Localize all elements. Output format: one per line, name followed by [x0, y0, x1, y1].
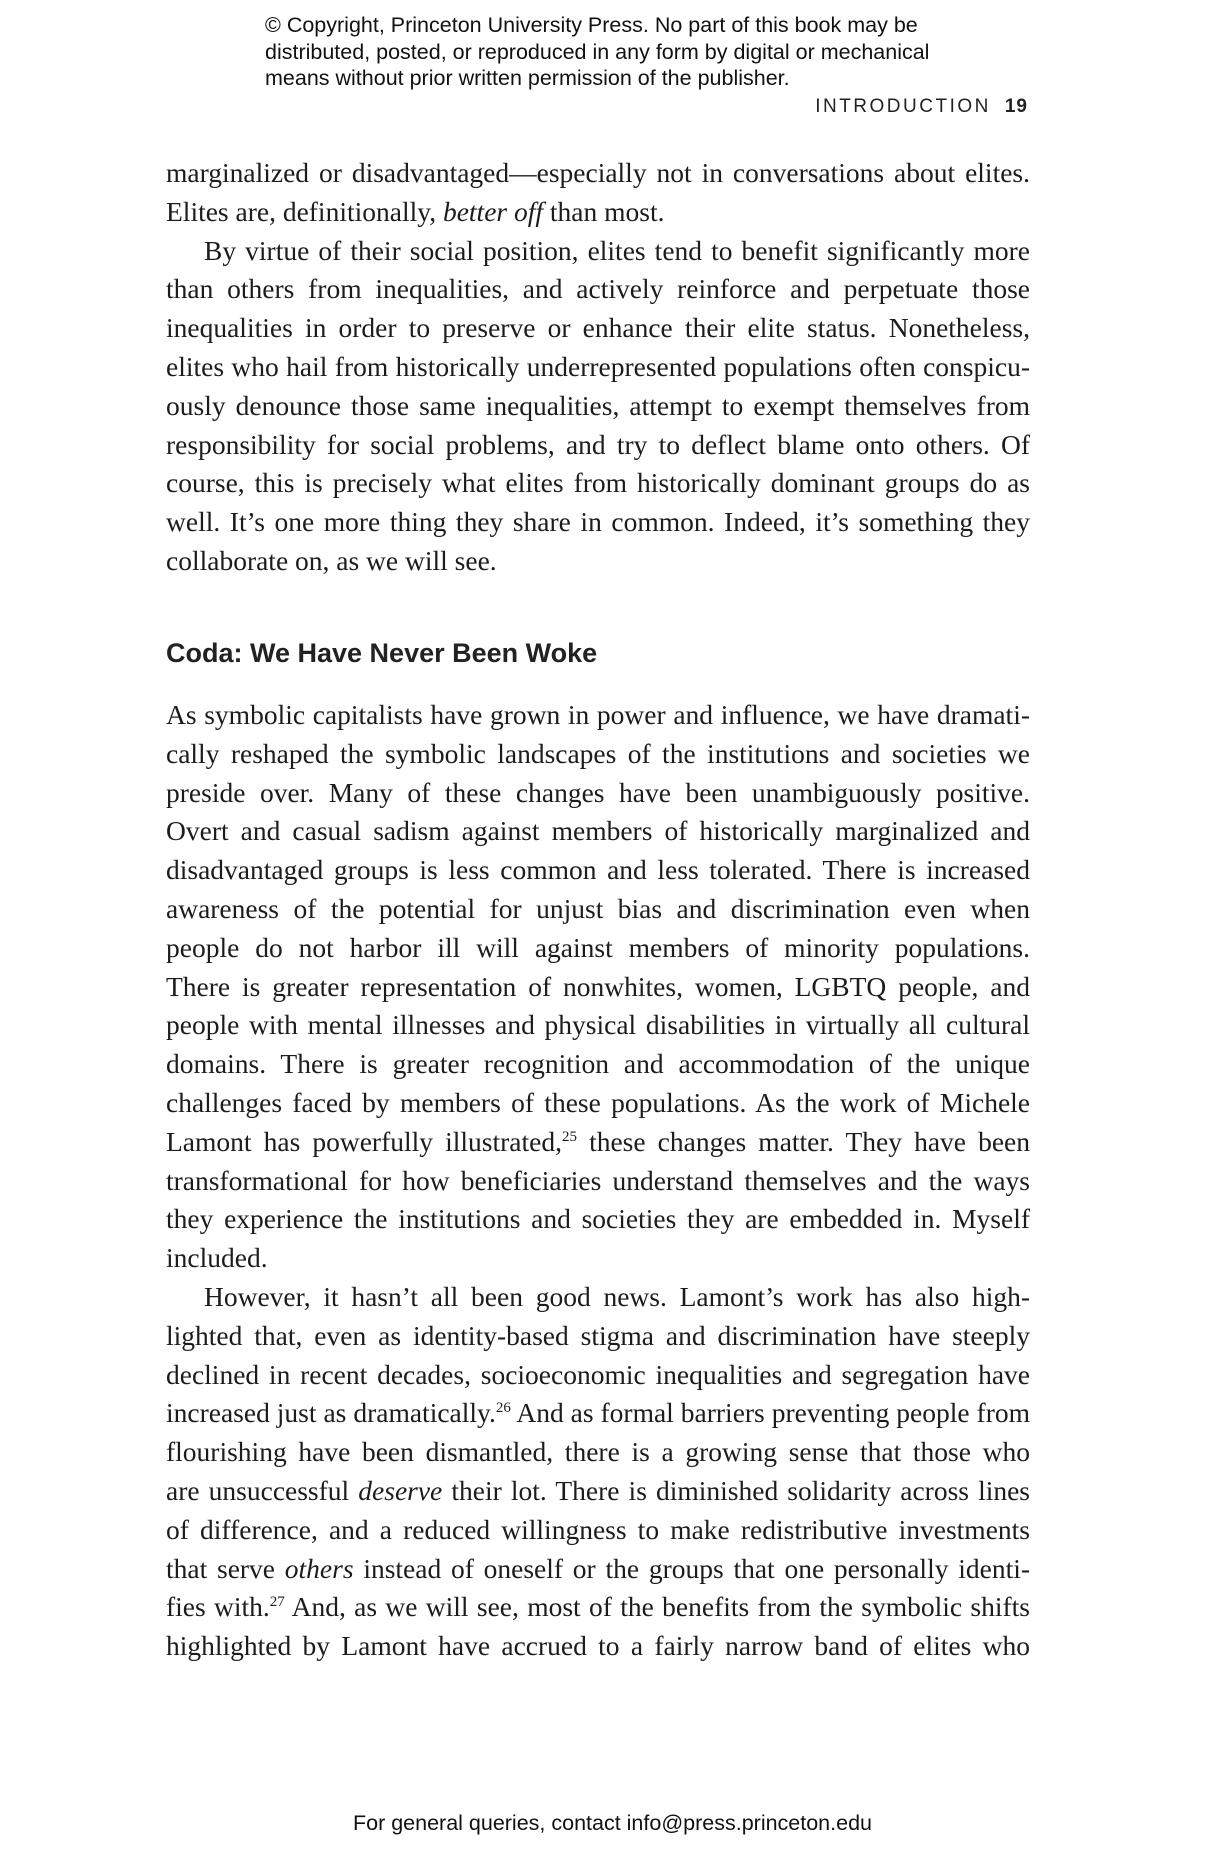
- text-line: [166, 1394, 1030, 1433]
- text-line: As symbolic capitalists have grown in power and influence, we have dramati-: [166, 699, 1030, 730]
- text-run: are unsuccessful: [166, 1474, 350, 1506]
- notice-line: means without prior written permission of the publisher.: [265, 66, 790, 90]
- emphasis: better off: [442, 195, 544, 227]
- text-run: And as formal barriers preventing people from: [516, 1397, 1030, 1429]
- text-line: cally reshaped the symbolic landscapes of the institutions and societies we: [166, 737, 1030, 769]
- notice-line: © Copyright, Princeton University Press. No part of this book may be: [265, 13, 918, 37]
- text-run: Lamont has powerfully illustrated,: [166, 1125, 562, 1157]
- footnote-ref: 27: [269, 1594, 285, 1611]
- text-run: than most.: [549, 195, 665, 227]
- text-line: course, this is precisely what elites from historically dominant groups do as: [166, 467, 1030, 499]
- notice-line: distributed, posted, or reproduced in any form by digital or mechanical: [265, 39, 930, 64]
- text-line: lighted that, even as identity-based stigma and discrimination have steeply: [166, 1319, 1030, 1351]
- text-line: Overt and casual sadism against members of historically marginalized and: [166, 815, 1030, 847]
- text-line: By virtue of their social position, elites tend to benefit significantly more: [204, 234, 1030, 266]
- footnote-ref: 25: [561, 1128, 577, 1145]
- text-run: And, as we will see, most of the benefits from the symbolic shifts: [291, 1591, 1030, 1623]
- text-line: inequalities in order to preserve or enhance their elite status. Nonetheless,: [166, 312, 1030, 344]
- text-run: that serve: [166, 1552, 276, 1584]
- text-line: [166, 1123, 1030, 1162]
- text-run: instead of oneself or the groups that one personally identi-: [363, 1552, 1031, 1584]
- text-line: challenges faced by members of these populations. As the work of Michele: [166, 1086, 1030, 1118]
- text-run: fies with.: [166, 1591, 270, 1623]
- text-line: transformational for how beneficiaries understand themselves and the ways: [166, 1164, 1030, 1196]
- text-line: [166, 1588, 1030, 1627]
- text-line: elites who hail from historically underrepresented populations often conspicu-: [166, 350, 1030, 382]
- text-line: [166, 1550, 1030, 1589]
- text-line: they experience the institutions and societies they are embedded in. Myself: [166, 1203, 1030, 1235]
- text-line: responsibility for social problems, and try to deflect blame onto others. Of: [166, 428, 1030, 460]
- text-line: declined in recent decades, socioeconomic inequalities and segregation have: [166, 1358, 1030, 1390]
- text-line: domains. There is greater recognition and accommodation of the unique: [166, 1048, 1030, 1080]
- text-line: included.: [166, 1242, 268, 1274]
- text-line: marginalized or disadvantaged—especially not in conversations about elites.: [166, 157, 1030, 188]
- text-line: [166, 193, 1030, 232]
- text-run: increased just as dramatically.: [166, 1397, 496, 1429]
- text-line: However, it hasn’t all been good news. Lamont’s work has also high-: [204, 1280, 1030, 1312]
- body-text-top: [166, 154, 1030, 581]
- body-text-section: [166, 696, 1030, 1666]
- text-line: highlighted by Lamont have accrued to a fairly narrow band of elites who: [166, 1630, 1030, 1662]
- footnote-ref: 26: [495, 1400, 511, 1417]
- copyright-notice: [265, 12, 1025, 92]
- emphasis: others: [284, 1552, 354, 1584]
- text-run: Elites are, definitionally,: [166, 195, 437, 227]
- text-line: people with mental illnesses and physical disabilities in virtually all cultural: [166, 1009, 1030, 1041]
- footer-contact: For general queries, contact info@press.princeton.edu: [352, 1811, 872, 1835]
- text-line: awareness of the potential for unjust bias and discrimination even when: [166, 892, 1030, 924]
- text-line: than others from inequalities, and actively reinforce and perpetuate those: [166, 273, 1030, 305]
- text-line: preside over. Many of these changes have been unambiguously positive.: [166, 776, 1030, 808]
- section-heading: Coda: We Have Never Been Woke: [166, 638, 598, 668]
- text-run: their lot. There is diminished solidarity across lines: [451, 1474, 1031, 1506]
- text-line: ously denounce those same inequalities, attempt to exempt themselves from: [166, 389, 1030, 421]
- text-line: [166, 1472, 1030, 1511]
- text-line: collaborate on, as we will see.: [166, 544, 497, 576]
- text-line: disadvantaged groups is less common and less tolerated. There is increased: [166, 854, 1030, 886]
- text-line: well. It’s one more thing they share in common. Indeed, it’s something they: [166, 506, 1030, 538]
- text-line: flourishing have been dismantled, there is a growing sense that those who: [166, 1436, 1030, 1468]
- emphasis: deserve: [358, 1474, 443, 1506]
- text-run: these changes matter. They have been: [589, 1125, 1030, 1157]
- running-head: [815, 96, 1028, 118]
- text-line: There is greater representation of nonwhites, women, LGBTQ people, and: [166, 970, 1030, 1002]
- running-head-title: INTRODUCTION: [815, 96, 991, 117]
- text-line: of difference, and a reduced willingness to make redistributive investments: [166, 1513, 1030, 1545]
- text-line: people do not harbor ill will against members of minority populations.: [166, 931, 1030, 963]
- page-number: 19: [1004, 96, 1028, 117]
